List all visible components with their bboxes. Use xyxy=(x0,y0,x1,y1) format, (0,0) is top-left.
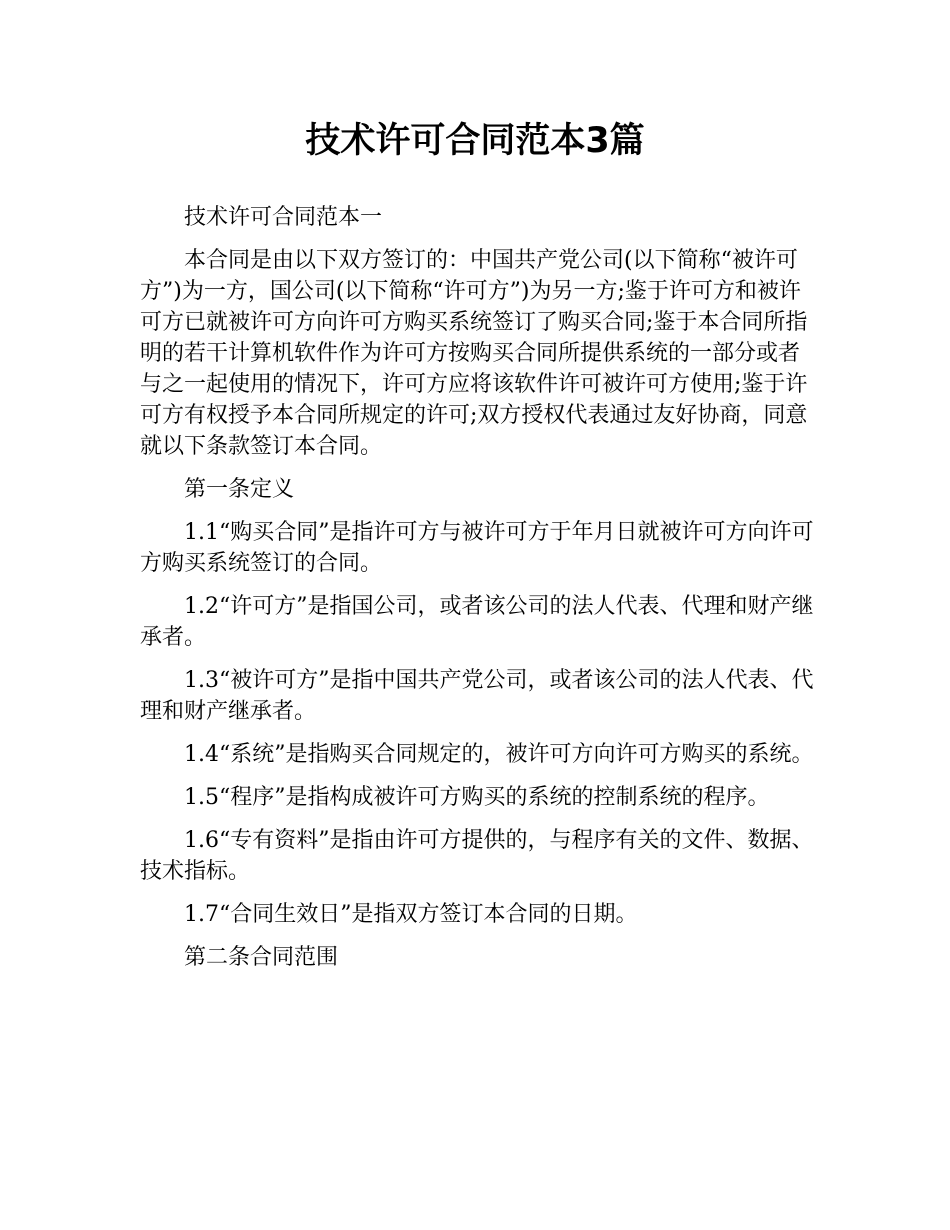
clause-paragraph: 1.7“合同生效日”是指双方签订本合同的日期。 xyxy=(184,902,638,927)
clause-paragraph: 1.5“程序”是指构成被许可方购买的系统的控制系统的程序。 xyxy=(184,785,770,810)
preamble-paragraph: 本合同是由以下双方签订的：中国共产党公司(以下简称“被许可方”)为一方，国公司(以下简称“许可方”)为另一方;鉴于许可方和被许可方已就被许可方向许可方购买系统签订了购买合同;鉴于本合同所指明的若干计算机软件作为许可方按购买合同所提供系统的一部分或者与之一起使用的情况下，许可方应将该软件许可被许可方使用;鉴于许可方有权授予本合同所规定的许可;双方授权代表通过友好协商，同意就以下条款签订本合同。 xyxy=(140,248,808,459)
clause-paragraph: 1.4“系统”是指购买合同规定的，被许可方向许可方购买的系统。 xyxy=(184,742,814,767)
article-heading: 第一条定义 xyxy=(184,477,295,502)
clause-paragraph: 1.6“专有资料”是指由许可方提供的，与程序有关的文件、数据、技术指标。 xyxy=(140,828,814,884)
document-body xyxy=(140,202,820,985)
section-heading: 技术许可合同范本一 xyxy=(184,205,383,230)
clause-paragraph: 1.2“许可方”是指国公司，或者该公司的法人代表、代理和财产继承者。 xyxy=(140,594,814,650)
clause-paragraph: 1.3“被许可方”是指中国共产党公司，或者该公司的法人代表、代理和财产继承者。 xyxy=(140,668,814,724)
clause-paragraph: 1.1“购买合同”是指许可方与被许可方于年月日就被许可方向许可方购买系统签订的合同。 xyxy=(140,520,814,576)
document-title: 技术许可合同范本3篇 xyxy=(305,121,645,161)
article-heading: 第二条合同范围 xyxy=(184,945,339,970)
